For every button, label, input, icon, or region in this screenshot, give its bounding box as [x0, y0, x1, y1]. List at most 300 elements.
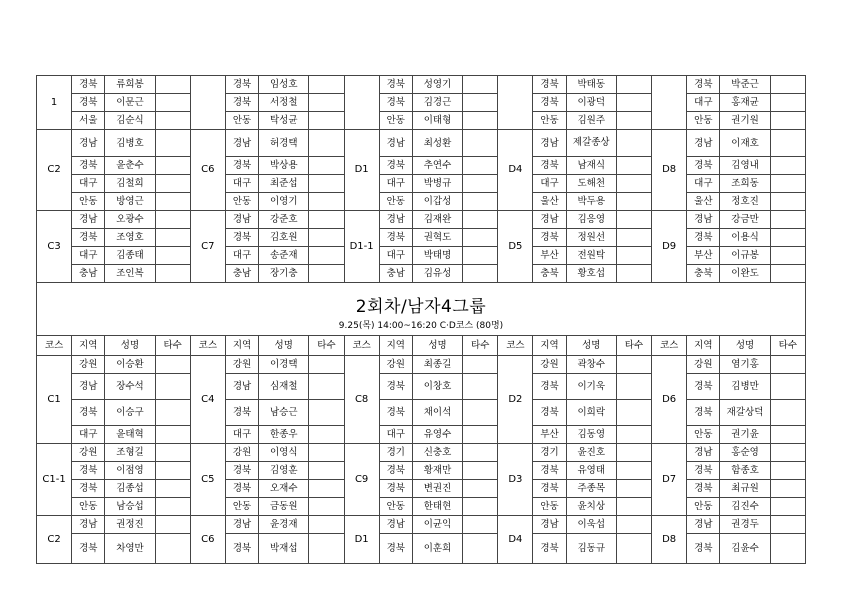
region-cell: 경북: [379, 229, 412, 247]
region-cell: 경북: [379, 462, 412, 480]
course-header: 코스: [652, 336, 687, 356]
name-cell: 이균익: [412, 516, 462, 534]
strokes-cell[interactable]: [463, 157, 498, 175]
strokes-cell[interactable]: [770, 157, 805, 175]
strokes-cell[interactable]: [309, 462, 344, 480]
course-cell: C9: [344, 444, 379, 516]
strokes-cell[interactable]: [770, 374, 805, 400]
strokes-header: 타수: [463, 336, 498, 356]
strokes-cell[interactable]: [463, 94, 498, 112]
name-cell: 이태형: [412, 112, 462, 130]
strokes-cell[interactable]: [155, 374, 190, 400]
name-cell: 권기윤: [720, 426, 770, 444]
strokes-cell[interactable]: [463, 112, 498, 130]
region-cell: 경북: [533, 157, 566, 175]
name-cell: 장수석: [105, 374, 155, 400]
region-cell: 경북: [687, 76, 720, 94]
name-cell: 김동영: [566, 426, 616, 444]
strokes-cell[interactable]: [155, 356, 190, 374]
name-cell: 정원선: [566, 229, 616, 247]
name-cell: 전원탁: [566, 247, 616, 265]
strokes-cell[interactable]: [309, 265, 344, 283]
strokes-cell[interactable]: [770, 76, 805, 94]
strokes-cell[interactable]: [463, 462, 498, 480]
region-cell: 경북: [225, 534, 258, 564]
strokes-cell[interactable]: [309, 112, 344, 130]
strokes-cell[interactable]: [155, 76, 190, 94]
strokes-cell[interactable]: [770, 444, 805, 462]
region-cell: 부산: [533, 426, 566, 444]
name-cell: 조형길: [105, 444, 155, 462]
name-cell: 김순식: [105, 112, 155, 130]
course-cell: D1: [344, 130, 379, 211]
strokes-cell[interactable]: [616, 356, 651, 374]
region-cell: 대구: [72, 175, 105, 193]
course-cell: D9: [652, 211, 687, 283]
name-cell: 이희락: [566, 400, 616, 426]
strokes-cell[interactable]: [309, 356, 344, 374]
region-cell: 경남: [533, 130, 566, 157]
region-cell: 경남: [72, 516, 105, 534]
course-header: 코스: [344, 336, 379, 356]
table-row: [37, 157, 806, 175]
course-header: 코스: [190, 336, 225, 356]
region-cell: 경북: [72, 76, 105, 94]
name-cell: 김철희: [105, 175, 155, 193]
name-cell: 남승섭: [105, 498, 155, 516]
strokes-cell[interactable]: [155, 193, 190, 211]
strokes-cell[interactable]: [463, 247, 498, 265]
strokes-cell[interactable]: [155, 265, 190, 283]
name-cell: 신충호: [412, 444, 462, 462]
region-cell: 경북: [533, 229, 566, 247]
table-row: [37, 175, 806, 193]
region-cell: 경북: [379, 400, 412, 426]
strokes-cell[interactable]: [463, 193, 498, 211]
name-cell: 박태명: [412, 247, 462, 265]
table-row: [37, 76, 806, 94]
course-cell: C6: [190, 130, 225, 211]
strokes-cell[interactable]: [616, 229, 651, 247]
name-cell: 김종태: [105, 247, 155, 265]
table-header-row: [37, 336, 806, 356]
strokes-cell[interactable]: [463, 444, 498, 462]
region-cell: 경북: [687, 374, 720, 400]
name-cell: 김응영: [566, 211, 616, 229]
name-cell: 윤춘수: [105, 157, 155, 175]
region-cell: 안동: [379, 498, 412, 516]
strokes-cell[interactable]: [155, 444, 190, 462]
strokes-cell[interactable]: [309, 480, 344, 498]
name-cell: 유영태: [566, 462, 616, 480]
name-cell: 김경근: [412, 94, 462, 112]
strokes-cell[interactable]: [770, 247, 805, 265]
region-cell: 경남: [687, 130, 720, 157]
region-cell: 강원: [533, 356, 566, 374]
course-cell: C2: [37, 516, 72, 564]
strokes-cell[interactable]: [463, 265, 498, 283]
strokes-cell[interactable]: [155, 426, 190, 444]
name-cell: 홍순영: [720, 444, 770, 462]
course-cell: D8: [652, 130, 687, 211]
region-cell: 경남: [533, 516, 566, 534]
name-cell: 윤치상: [566, 498, 616, 516]
strokes-cell[interactable]: [155, 229, 190, 247]
course-cell: C1: [37, 356, 72, 444]
table-row: [37, 462, 806, 480]
region-cell: 안동: [687, 426, 720, 444]
name-cell: 권기원: [720, 112, 770, 130]
strokes-cell[interactable]: [463, 130, 498, 157]
strokes-cell[interactable]: [770, 516, 805, 534]
name-cell: 조희동: [720, 175, 770, 193]
strokes-cell[interactable]: [616, 157, 651, 175]
course-cell: C2: [37, 130, 72, 211]
strokes-cell[interactable]: [770, 498, 805, 516]
strokes-cell[interactable]: [155, 400, 190, 426]
strokes-cell[interactable]: [616, 112, 651, 130]
name-cell: 홍재균: [720, 94, 770, 112]
name-header: 성명: [412, 336, 462, 356]
region-cell: 충남: [225, 265, 258, 283]
region-cell: 안동: [687, 498, 720, 516]
name-cell: 차영만: [105, 534, 155, 564]
strokes-cell[interactable]: [309, 374, 344, 400]
name-cell: 류희봉: [105, 76, 155, 94]
region-cell: 경남: [225, 374, 258, 400]
table-row: [37, 356, 806, 374]
course-cell: D4: [498, 516, 533, 564]
name-cell: 염기홍: [720, 356, 770, 374]
strokes-cell[interactable]: [616, 130, 651, 157]
strokes-cell[interactable]: [309, 516, 344, 534]
strokes-header: 타수: [770, 336, 805, 356]
name-cell: 정호진: [720, 193, 770, 211]
region-cell: 충북: [533, 265, 566, 283]
name-cell: 김동규: [566, 534, 616, 564]
region-cell: 경북: [379, 480, 412, 498]
table-row: [37, 480, 806, 498]
strokes-cell[interactable]: [770, 193, 805, 211]
strokes-cell[interactable]: [463, 76, 498, 94]
course-cell: D5: [498, 211, 533, 283]
course-cell: [190, 76, 225, 130]
region-cell: 경북: [225, 157, 258, 175]
table-row: [37, 426, 806, 444]
name-cell: 김영내: [720, 157, 770, 175]
name-cell: 성영기: [412, 76, 462, 94]
strokes-cell[interactable]: [463, 211, 498, 229]
strokes-cell[interactable]: [770, 400, 805, 426]
name-cell: 김병만: [720, 374, 770, 400]
strokes-cell[interactable]: [155, 462, 190, 480]
name-cell: 이완도: [720, 265, 770, 283]
region-cell: 강원: [687, 356, 720, 374]
region-cell: 경북: [379, 157, 412, 175]
strokes-cell[interactable]: [309, 444, 344, 462]
region-cell: 경북: [379, 76, 412, 94]
strokes-cell[interactable]: [155, 211, 190, 229]
region-cell: 경북: [72, 480, 105, 498]
group-subtitle: 9.25(목) 14:00~16:20 C·D코스 (80명): [338, 321, 504, 331]
strokes-cell[interactable]: [770, 94, 805, 112]
group-table-upper: [36, 75, 806, 283]
region-cell: 경북: [72, 534, 105, 564]
region-cell: 대구: [379, 247, 412, 265]
strokes-cell[interactable]: [309, 247, 344, 265]
table-row: [37, 374, 806, 400]
name-cell: 방영근: [105, 193, 155, 211]
region-cell: 대구: [379, 175, 412, 193]
region-cell: 경북: [225, 94, 258, 112]
region-cell: 안동: [225, 112, 258, 130]
region-cell: 안동: [379, 112, 412, 130]
strokes-cell[interactable]: [309, 130, 344, 157]
strokes-cell[interactable]: [616, 516, 651, 534]
strokes-cell[interactable]: [770, 130, 805, 157]
strokes-cell[interactable]: [463, 516, 498, 534]
name-cell: 도해천: [566, 175, 616, 193]
region-cell: 부산: [687, 247, 720, 265]
strokes-cell[interactable]: [309, 94, 344, 112]
strokes-cell[interactable]: [155, 480, 190, 498]
strokes-cell[interactable]: [155, 247, 190, 265]
strokes-cell[interactable]: [770, 112, 805, 130]
region-cell: 경남: [72, 130, 105, 157]
strokes-cell[interactable]: [616, 175, 651, 193]
region-cell: 경북: [687, 157, 720, 175]
strokes-cell[interactable]: [309, 193, 344, 211]
strokes-cell[interactable]: [616, 211, 651, 229]
region-cell: 안동: [72, 498, 105, 516]
region-cell: 충남: [379, 265, 412, 283]
name-cell: 김유성: [412, 265, 462, 283]
name-cell: 남승근: [259, 400, 309, 426]
region-cell: 안동: [225, 193, 258, 211]
strokes-cell[interactable]: [463, 374, 498, 400]
region-cell: 경북: [533, 94, 566, 112]
region-cell: 경남: [379, 211, 412, 229]
region-cell: 경남: [225, 211, 258, 229]
table-row: [37, 247, 806, 265]
region-header: 지역: [72, 336, 105, 356]
strokes-cell[interactable]: [155, 94, 190, 112]
strokes-cell[interactable]: [309, 426, 344, 444]
strokes-cell[interactable]: [463, 229, 498, 247]
strokes-cell[interactable]: [616, 400, 651, 426]
strokes-cell[interactable]: [616, 444, 651, 462]
name-cell: 김병호: [105, 130, 155, 157]
course-cell: C3: [37, 211, 72, 283]
course-cell: D6: [652, 356, 687, 444]
table-row: [37, 265, 806, 283]
region-cell: 충북: [687, 265, 720, 283]
course-cell: 1: [37, 76, 72, 130]
name-cell: 박준근: [720, 76, 770, 94]
name-cell: 임성호: [259, 76, 309, 94]
strokes-cell[interactable]: [309, 157, 344, 175]
strokes-cell[interactable]: [463, 498, 498, 516]
name-cell: 이경택: [259, 356, 309, 374]
name-cell: 한태현: [412, 498, 462, 516]
table-row: [37, 534, 806, 564]
name-cell: 강준호: [259, 211, 309, 229]
region-cell: 울산: [687, 193, 720, 211]
strokes-cell[interactable]: [770, 480, 805, 498]
name-cell: 남재식: [566, 157, 616, 175]
region-cell: 경북: [533, 400, 566, 426]
strokes-cell[interactable]: [770, 265, 805, 283]
name-cell: 이기욱: [566, 374, 616, 400]
name-cell: 이재호: [720, 130, 770, 157]
strokes-cell[interactable]: [155, 175, 190, 193]
course-cell: C7: [190, 211, 225, 283]
strokes-cell[interactable]: [155, 498, 190, 516]
name-cell: 윤진호: [566, 444, 616, 462]
name-cell: 채이석: [412, 400, 462, 426]
region-cell: 경남: [72, 374, 105, 400]
region-cell: 경기: [379, 444, 412, 462]
name-cell: 김호원: [259, 229, 309, 247]
name-cell: 송준재: [259, 247, 309, 265]
strokes-cell[interactable]: [155, 516, 190, 534]
name-cell: 주종목: [566, 480, 616, 498]
region-cell: 경남: [533, 211, 566, 229]
name-cell: 황재만: [412, 462, 462, 480]
region-header: 지역: [379, 336, 412, 356]
region-cell: 경북: [72, 462, 105, 480]
strokes-cell[interactable]: [770, 211, 805, 229]
region-cell: 경북: [72, 157, 105, 175]
name-cell: 최규원: [720, 480, 770, 498]
name-cell: 황호섭: [566, 265, 616, 283]
table-row: [37, 112, 806, 130]
course-cell: D4: [498, 130, 533, 211]
strokes-cell[interactable]: [309, 211, 344, 229]
region-cell: 경북: [533, 76, 566, 94]
region-cell: 경북: [225, 400, 258, 426]
strokes-cell[interactable]: [616, 94, 651, 112]
strokes-cell[interactable]: [616, 480, 651, 498]
strokes-cell[interactable]: [463, 426, 498, 444]
strokes-cell[interactable]: [463, 480, 498, 498]
name-cell: 김종섭: [105, 480, 155, 498]
region-cell: 강원: [225, 356, 258, 374]
region-header: 지역: [533, 336, 566, 356]
name-cell: 조인복: [105, 265, 155, 283]
region-cell: 경북: [687, 534, 720, 564]
strokes-cell[interactable]: [770, 356, 805, 374]
strokes-cell[interactable]: [770, 426, 805, 444]
region-cell: 경기: [533, 444, 566, 462]
name-cell: 탁성균: [259, 112, 309, 130]
name-cell: 김윤수: [720, 534, 770, 564]
strokes-cell[interactable]: [155, 130, 190, 157]
region-cell: 울산: [533, 193, 566, 211]
strokes-cell[interactable]: [770, 462, 805, 480]
strokes-cell[interactable]: [770, 534, 805, 564]
strokes-cell[interactable]: [616, 426, 651, 444]
name-header: 성명: [259, 336, 309, 356]
course-cell: C8: [344, 356, 379, 444]
region-cell: 경남: [379, 130, 412, 157]
name-cell: 김원주: [566, 112, 616, 130]
strokes-cell[interactable]: [616, 462, 651, 480]
name-cell: 한종우: [259, 426, 309, 444]
name-cell: 금동원: [259, 498, 309, 516]
strokes-cell[interactable]: [616, 193, 651, 211]
region-cell: 경북: [72, 94, 105, 112]
strokes-cell[interactable]: [309, 534, 344, 564]
region-cell: 대구: [687, 94, 720, 112]
strokes-cell[interactable]: [616, 265, 651, 283]
strokes-cell[interactable]: [463, 534, 498, 564]
course-cell: C5: [190, 444, 225, 516]
strokes-cell[interactable]: [309, 400, 344, 426]
region-cell: 강원: [72, 356, 105, 374]
group-table-lower: [36, 335, 806, 564]
strokes-cell[interactable]: [616, 76, 651, 94]
strokes-cell[interactable]: [155, 112, 190, 130]
name-header: 성명: [105, 336, 155, 356]
table-row: [37, 498, 806, 516]
strokes-cell[interactable]: [770, 229, 805, 247]
region-cell: 안동: [687, 112, 720, 130]
name-header: 성명: [720, 336, 770, 356]
strokes-header: 타수: [155, 336, 190, 356]
region-cell: 경남: [225, 130, 258, 157]
strokes-cell[interactable]: [463, 175, 498, 193]
strokes-cell[interactable]: [616, 374, 651, 400]
region-cell: 부산: [533, 247, 566, 265]
name-cell: 오광수: [105, 211, 155, 229]
name-cell: 곽창수: [566, 356, 616, 374]
strokes-cell[interactable]: [616, 498, 651, 516]
name-cell: 이훈희: [412, 534, 462, 564]
name-cell: 이갑성: [412, 193, 462, 211]
strokes-cell[interactable]: [616, 534, 651, 564]
name-cell: 권혁도: [412, 229, 462, 247]
course-cell: D1: [344, 516, 379, 564]
strokes-cell[interactable]: [463, 356, 498, 374]
region-cell: 대구: [225, 426, 258, 444]
course-cell: D7: [652, 444, 687, 516]
region-cell: 안동: [533, 112, 566, 130]
name-cell: 함종호: [720, 462, 770, 480]
strokes-cell[interactable]: [770, 175, 805, 193]
strokes-cell[interactable]: [155, 534, 190, 564]
strokes-cell[interactable]: [309, 76, 344, 94]
region-cell: 경북: [72, 400, 105, 426]
strokes-cell[interactable]: [616, 247, 651, 265]
course-cell: [344, 76, 379, 130]
course-cell: D8: [652, 516, 687, 564]
region-cell: 대구: [72, 426, 105, 444]
strokes-cell[interactable]: [155, 157, 190, 175]
region-cell: 대구: [225, 175, 258, 193]
strokes-cell[interactable]: [309, 229, 344, 247]
strokes-cell[interactable]: [463, 400, 498, 426]
strokes-header: 타수: [616, 336, 651, 356]
course-cell: C6: [190, 516, 225, 564]
region-cell: 경북: [533, 534, 566, 564]
name-cell: 최준섭: [259, 175, 309, 193]
region-cell: 경남: [225, 516, 258, 534]
region-cell: 안동: [225, 498, 258, 516]
strokes-cell[interactable]: [309, 498, 344, 516]
strokes-cell[interactable]: [309, 175, 344, 193]
region-cell: 대구: [687, 175, 720, 193]
